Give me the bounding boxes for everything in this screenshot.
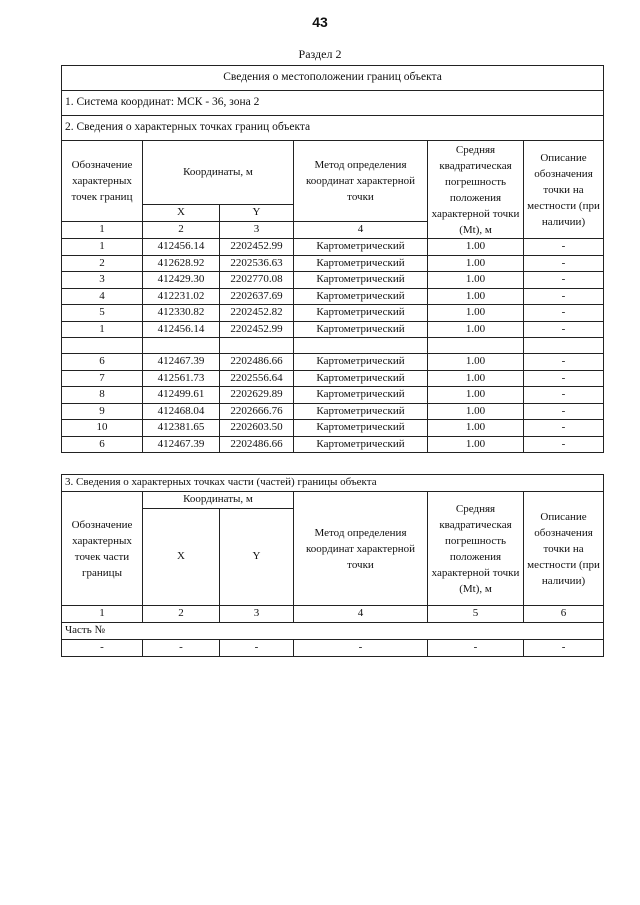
table-cell-x: 412456.14 bbox=[143, 239, 220, 256]
table-cell-mt: 1.00 bbox=[428, 387, 524, 404]
table-cell-mt: 1.00 bbox=[428, 272, 524, 289]
table-cell-desc: - bbox=[524, 239, 604, 256]
empty-cell bbox=[294, 338, 428, 354]
table-cell-method: Картометрический bbox=[294, 239, 428, 256]
table-cell-n: 1 bbox=[62, 239, 143, 256]
col-number: 3 bbox=[220, 606, 294, 623]
table-cell-method: Картометрический bbox=[294, 403, 428, 420]
part-header-method: Метод определения координат характерной точки bbox=[294, 492, 428, 606]
empty-cell bbox=[62, 338, 143, 354]
table-cell-n: 1 bbox=[62, 321, 143, 338]
col-number: 1 bbox=[62, 222, 143, 239]
table-cell-method: Картометрический bbox=[294, 305, 428, 322]
table-cell-method: Картометрический bbox=[294, 370, 428, 387]
section-label: Раздел 2 bbox=[298, 47, 342, 61]
header-x: X bbox=[143, 205, 220, 222]
table-cell-n: 10 bbox=[62, 420, 143, 437]
header-y: Y bbox=[220, 205, 294, 222]
part-label: Часть № bbox=[62, 623, 604, 640]
table-cell-n: 5 bbox=[62, 305, 143, 322]
empty-cell bbox=[428, 338, 524, 354]
table-cell-x: 412561.73 bbox=[143, 370, 220, 387]
table-cell-y: 2202637.69 bbox=[220, 288, 294, 305]
table-row bbox=[62, 321, 604, 338]
table-cell-method: Картометрический bbox=[294, 436, 428, 453]
table-cell-mt: 1.00 bbox=[428, 420, 524, 437]
table-cell-mt: 1.00 bbox=[428, 403, 524, 420]
part-cell: - bbox=[62, 640, 143, 657]
part-header-coords: Координаты, м bbox=[143, 492, 294, 509]
col-number: 5 bbox=[428, 606, 524, 623]
table-cell-y: 2202536.63 bbox=[220, 255, 294, 272]
table-cell-y: 2202452.99 bbox=[220, 321, 294, 338]
table-row bbox=[62, 272, 604, 289]
table-cell-x: 412467.39 bbox=[143, 354, 220, 371]
empty-cell bbox=[524, 338, 604, 354]
table-cell-desc: - bbox=[524, 305, 604, 322]
table-cell-n: 6 bbox=[62, 436, 143, 453]
table-cell-desc: - bbox=[524, 387, 604, 404]
part-points-table bbox=[61, 474, 604, 657]
part-cell: - bbox=[428, 640, 524, 657]
part-header-x: X bbox=[143, 509, 220, 606]
table-cell-desc: - bbox=[524, 321, 604, 338]
table-cell-method: Картометрический bbox=[294, 354, 428, 371]
part-cell: - bbox=[524, 640, 604, 657]
table-cell-mt: 1.00 bbox=[428, 436, 524, 453]
table-cell-n: 6 bbox=[62, 354, 143, 371]
table-cell-method: Картометрический bbox=[294, 387, 428, 404]
table-cell-method: Картометрический bbox=[294, 420, 428, 437]
table-row bbox=[62, 288, 604, 305]
table-cell-x: 412231.02 bbox=[143, 288, 220, 305]
table-cell-desc: - bbox=[524, 436, 604, 453]
empty-cell bbox=[143, 338, 220, 354]
table-cell-n: 7 bbox=[62, 370, 143, 387]
table-cell-y: 2202452.82 bbox=[220, 305, 294, 322]
table-cell-desc: - bbox=[524, 370, 604, 387]
table-cell-x: 412468.04 bbox=[143, 403, 220, 420]
header-error: Средняя квадратическая погрешность положения характерной точки (Mt), м bbox=[428, 141, 524, 239]
table-row bbox=[62, 420, 604, 437]
col-number: 2 bbox=[143, 606, 220, 623]
part-header-description: Описание обозначения точки на местности (при наличии) bbox=[524, 492, 604, 606]
table-cell-y: 2202603.50 bbox=[220, 420, 294, 437]
table-cell-y: 2202556.64 bbox=[220, 370, 294, 387]
separator-row bbox=[62, 338, 604, 354]
table-row bbox=[62, 305, 604, 322]
table-cell-mt: 1.00 bbox=[428, 354, 524, 371]
part-heading: 3. Сведения о характерных точках части (частей) границы объекта bbox=[62, 475, 604, 492]
table-row bbox=[62, 354, 604, 371]
table-cell-n: 2 bbox=[62, 255, 143, 272]
col-number: 3 bbox=[220, 222, 294, 239]
part-cell: - bbox=[143, 640, 220, 657]
part-header-y: Y bbox=[220, 509, 294, 606]
table-cell-y: 2202770.08 bbox=[220, 272, 294, 289]
header-description: Описание обозначения точки на местности (при наличии) bbox=[524, 141, 604, 239]
table-cell-n: 9 bbox=[62, 403, 143, 420]
col-number: 4 bbox=[294, 606, 428, 623]
boundary-points-table bbox=[61, 65, 604, 453]
table-cell-desc: - bbox=[524, 255, 604, 272]
table-row bbox=[62, 436, 604, 453]
table-cell-desc: - bbox=[524, 354, 604, 371]
part-row bbox=[62, 640, 604, 657]
part-header-error: Средняя квадратическая погрешность положения характерной точки (Mt), м bbox=[428, 492, 524, 606]
table-cell-x: 412499.61 bbox=[143, 387, 220, 404]
table-row bbox=[62, 387, 604, 404]
table-row bbox=[62, 403, 604, 420]
col-number: 4 bbox=[294, 222, 428, 239]
table-cell-x: 412467.39 bbox=[143, 436, 220, 453]
table-cell-desc: - bbox=[524, 288, 604, 305]
table-cell-y: 2202452.99 bbox=[220, 239, 294, 256]
table-cell-y: 2202486.66 bbox=[220, 354, 294, 371]
table-cell-n: 4 bbox=[62, 288, 143, 305]
part-header-designation: Обозначение характерных точек части границы bbox=[62, 492, 143, 606]
table-cell-mt: 1.00 bbox=[428, 239, 524, 256]
table-cell-mt: 1.00 bbox=[428, 321, 524, 338]
table-cell-mt: 1.00 bbox=[428, 305, 524, 322]
header-designation: Обозначение характерных точек границ bbox=[62, 141, 143, 222]
table-cell-n: 8 bbox=[62, 387, 143, 404]
header-coords: Координаты, м bbox=[143, 141, 294, 205]
table-cell-method: Картометрический bbox=[294, 321, 428, 338]
table-cell-x: 412429.30 bbox=[143, 272, 220, 289]
table-cell-desc: - bbox=[524, 272, 604, 289]
table-row bbox=[62, 255, 604, 272]
part-column-numbers-row bbox=[62, 606, 604, 623]
table-cell-x: 412628.92 bbox=[143, 255, 220, 272]
table-cell-desc: - bbox=[524, 420, 604, 437]
table-cell-x: 412381.65 bbox=[143, 420, 220, 437]
table-cell-method: Картометрический bbox=[294, 255, 428, 272]
table-row bbox=[62, 370, 604, 387]
points-heading: 2. Сведения о характерных точках границ объекта bbox=[62, 116, 604, 141]
table-cell-mt: 1.00 bbox=[428, 288, 524, 305]
page-number: 43 bbox=[312, 14, 328, 30]
col-number: 1 bbox=[62, 606, 143, 623]
table-row bbox=[62, 239, 604, 256]
table-cell-mt: 1.00 bbox=[428, 370, 524, 387]
empty-cell bbox=[220, 338, 294, 354]
table-cell-desc: - bbox=[524, 403, 604, 420]
table-title: Сведения о местоположении границ объекта bbox=[62, 66, 604, 91]
table-cell-method: Картометрический bbox=[294, 288, 428, 305]
part-cell: - bbox=[294, 640, 428, 657]
table-cell-mt: 1.00 bbox=[428, 255, 524, 272]
coord-system: 1. Система координат: МСК - 36, зона 2 bbox=[62, 91, 604, 116]
table-cell-n: 3 bbox=[62, 272, 143, 289]
header-method: Метод определения координат характерной точки bbox=[294, 141, 428, 222]
part-cell: - bbox=[220, 640, 294, 657]
table-cell-y: 2202666.76 bbox=[220, 403, 294, 420]
table-cell-y: 2202486.66 bbox=[220, 436, 294, 453]
col-number: 6 bbox=[524, 606, 604, 623]
table-cell-y: 2202629.89 bbox=[220, 387, 294, 404]
col-number: 2 bbox=[143, 222, 220, 239]
table-cell-method: Картометрический bbox=[294, 272, 428, 289]
table-cell-x: 412456.14 bbox=[143, 321, 220, 338]
table-cell-x: 412330.82 bbox=[143, 305, 220, 322]
